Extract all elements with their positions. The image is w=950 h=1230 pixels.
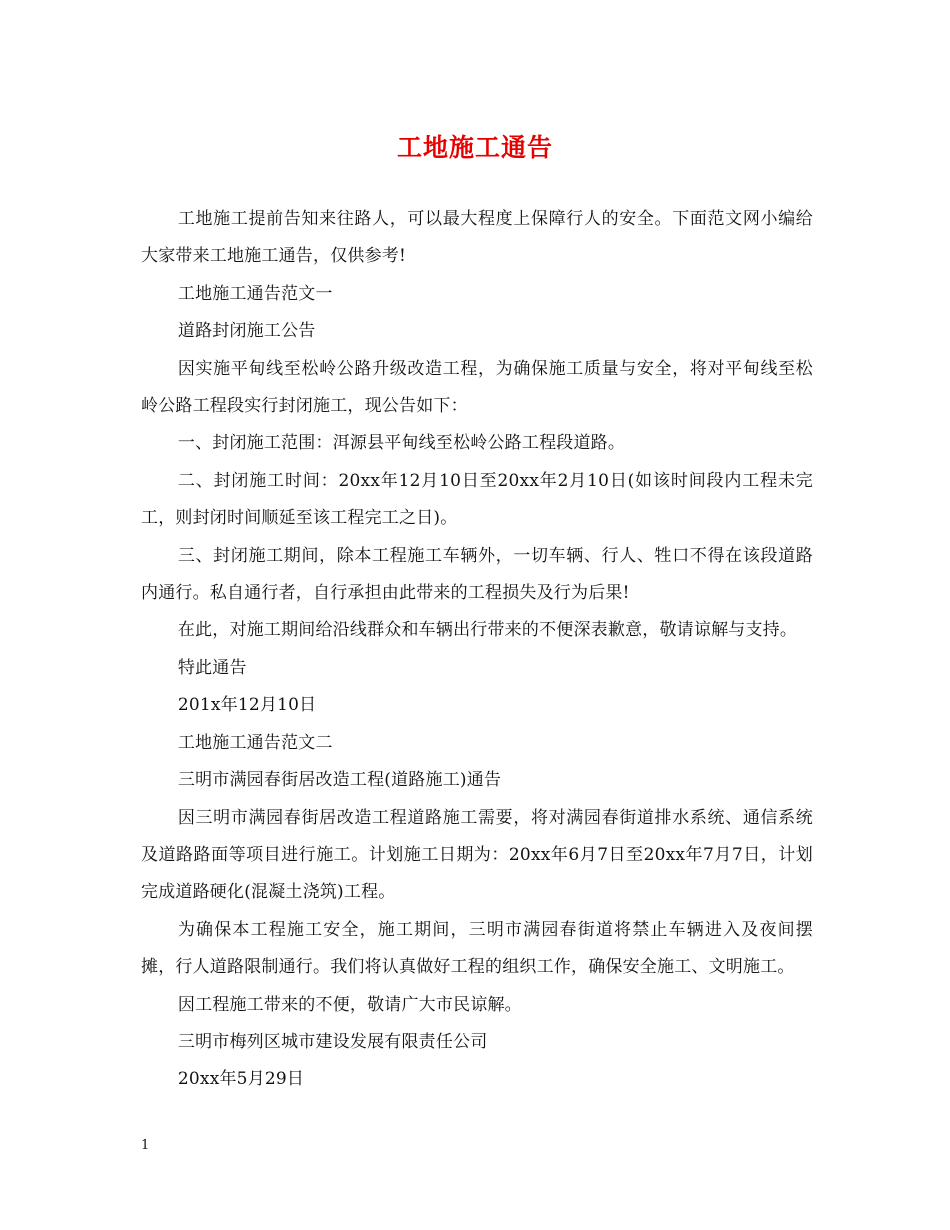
document-title: 工地施工通告 (396, 133, 553, 162)
paragraph-sanming-safety: 为确保本工程施工安全，施工期间，三明市满园春街道将禁止车辆进入及夜间摆摊，行人道路限制通行。我们将认真做好工程的组织工作，确保安全施工、文明施工。 (141, 919, 813, 978)
paragraph-date-one: 201x年12月10日 (177, 695, 317, 716)
paragraph-sanming-title: 三明市满园春街居改造工程(道路施工)通告 (177, 770, 502, 791)
paragraph-closure-scope: 一、封闭施工范围：洱源县平甸线至松岭公路工程段道路。 (177, 433, 626, 454)
paragraph-date-two: 20xx年5月29日 (177, 1069, 305, 1090)
paragraph-intro: 工地施工提前告知来往路人，可以最大程度上保障行人的安全。下面范文网小编给大家带来工地施工通告，仅供参考! (141, 209, 813, 267)
paragraph-road-closure-title: 道路封闭施工公告 (177, 321, 316, 342)
paragraph-apology: 在此，对施工期间给沿线群众和车辆出行带来的不便深表歉意，敬请谅解与支持。 (177, 620, 798, 641)
paragraph-sanming-plan: 因三明市满园春街居改造工程道路施工需要，将对满园春街道排水系统、通信系统及道路路面等项目进行施工。计划施工日期为：20xx年6月7日至20xx年7月7日，计划完成道路硬化(混凝土浇筑)工程。 (141, 807, 813, 903)
page-number: 1 (141, 1138, 150, 1153)
paragraph-closure-time: 二、封闭施工时间：20xx年12月10日至20xx年2月10日(如该时间段内工程未完工，则封闭时间顺延至该工程完工之日)。 (141, 470, 813, 529)
paragraph-sanming-apology: 因工程施工带来的不便，敬请广大市民谅解。 (177, 994, 522, 1015)
paragraph-notice-closing: 特此通告 (177, 657, 247, 678)
paragraph-sample-one-heading: 工地施工通告范文一 (177, 283, 333, 304)
paragraph-sample-two-heading: 工地施工通告范文二 (177, 732, 333, 753)
paragraph-closure-reason: 因实施平甸线至松岭公路升级改造工程，为确保施工质量与安全，将对平甸线至松岭公路工程段实行封闭施工，现公告如下： (141, 358, 813, 417)
paragraph-closure-rules: 三、封闭施工期间，除本工程施工车辆外，一切车辆、行人、牲口不得在该段道路内通行。私自通行者，自行承担由此带来的工程损失及行为后果! (141, 545, 813, 604)
paragraph-company-name: 三明市梅列区城市建设发展有限责任公司 (177, 1031, 488, 1052)
document-body (141, 201, 813, 1099)
